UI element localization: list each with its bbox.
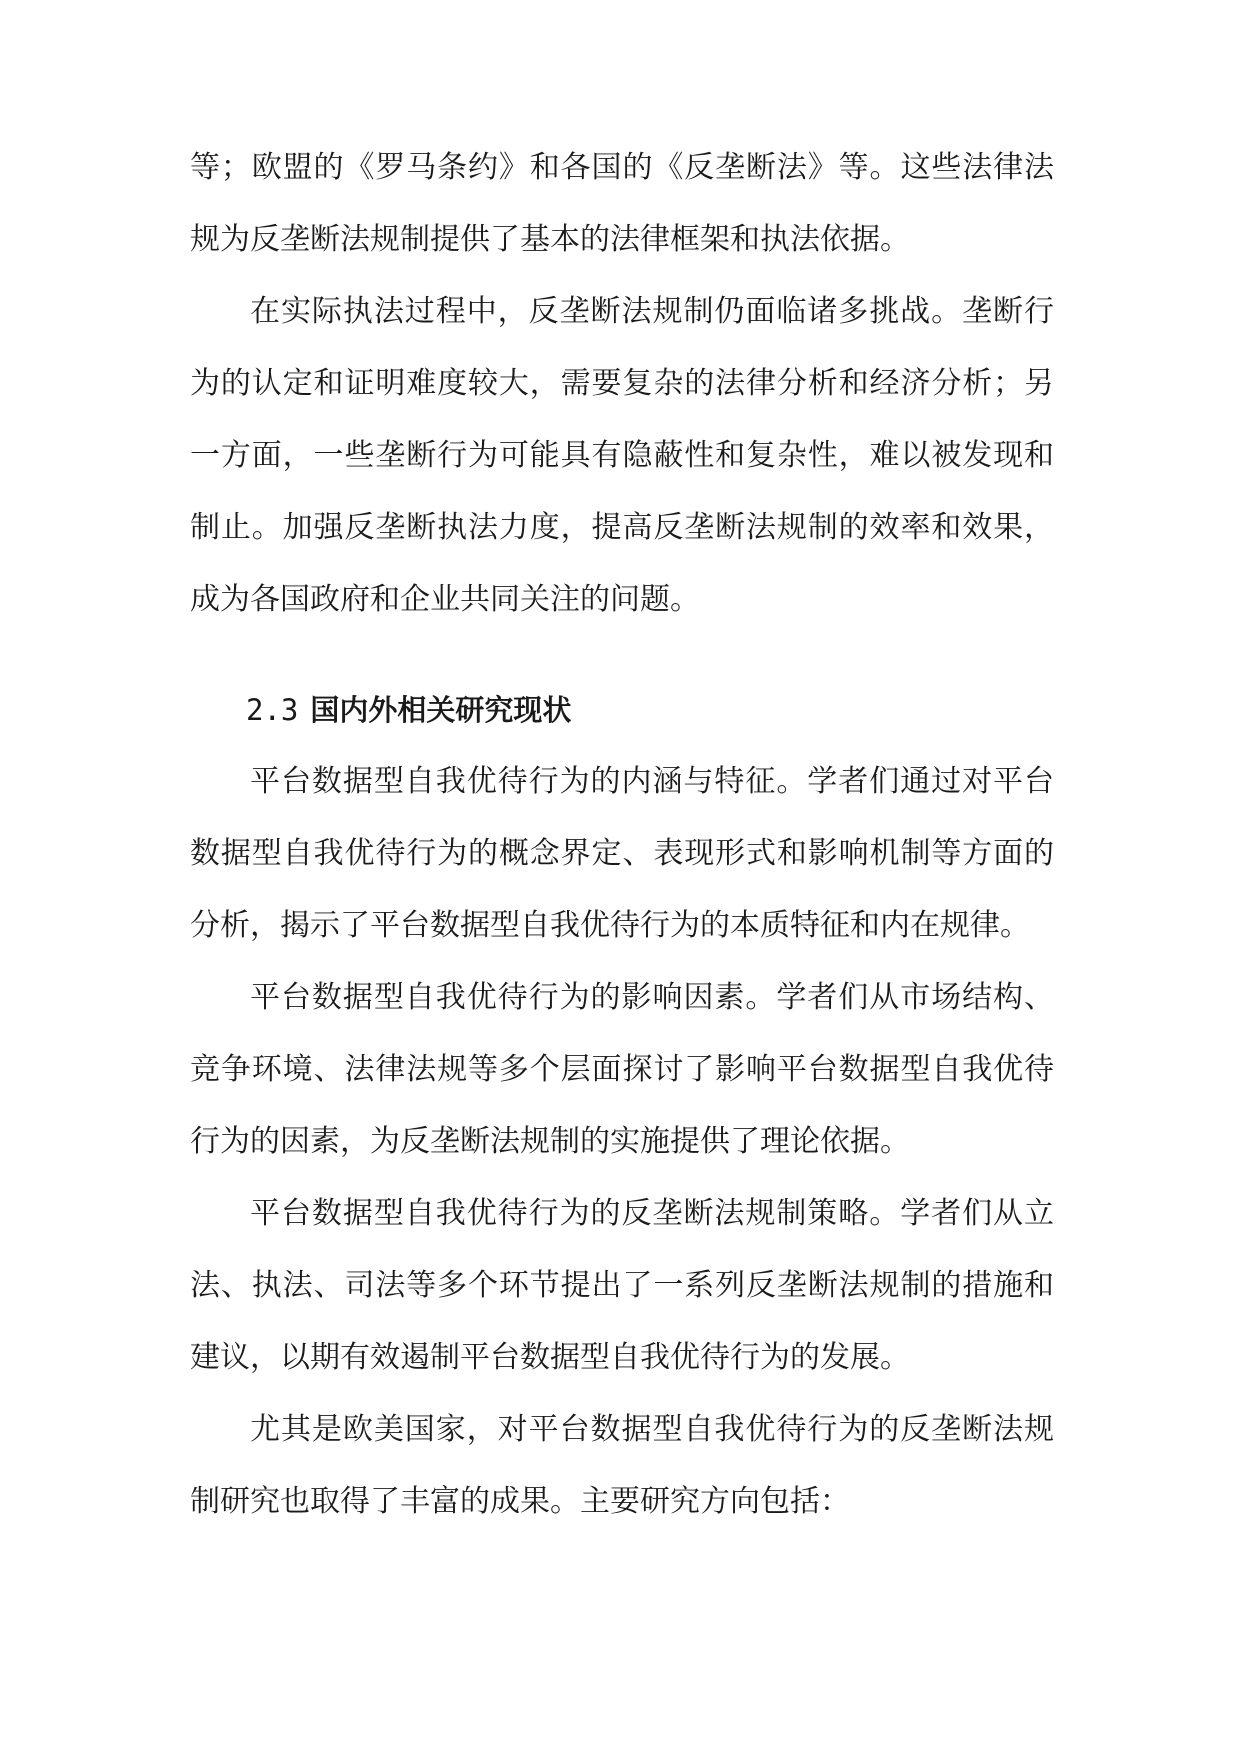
section-heading [190,674,1054,746]
paragraph-6: 尤其是欧美国家，对平台数据型自我优待行为的反垄断法规制研究也取得了丰富的成果。主要研究方向包括： [190,1412,1054,1519]
section-title: 国内外相关研究现状 [310,693,572,727]
paragraph-1: 等；欧盟的《罗马条约》和各国的《反垄断法》等。这些法律法规为反垄断法规制提供了基本的法律框架和执法依据。 [190,150,1054,257]
paragraph-5: 平台数据型自我优待行为的反垄断法规制策略。学者们从立法、执法、司法等多个环节提出了一系列反垄断法规制的措施和建议，以期有效遏制平台数据型自我优待行为的发展。 [190,1196,1054,1375]
document-body [190,132,1054,1538]
paragraph-4: 平台数据型自我优待行为的影响因素。学者们从市场结构、竞争环境、法律法规等多个层面探讨了影响平台数据型自我优待行为的因素，为反垄断法规制的实施提供了理论依据。 [190,980,1054,1159]
paragraph-2: 在实际执法过程中，反垄断法规制仍面临诸多挑战。垄断行为的认定和证明难度较大，需要复杂的法律分析和经济分析；另一方面，一些垄断行为可能具有隐蔽性和复杂性，难以被发现和制止。加强反垄断执法力度，提高反垄断法规制的效率和效果，成为各国政府和企业共同关注的问题。 [190,294,1054,617]
paragraph-3: 平台数据型自我优待行为的内涵与特征。学者们通过对平台数据型自我优待行为的概念界定、表现形式和影响机制等方面的分析，揭示了平台数据型自我优待行为的本质特征和内在规律。 [190,764,1054,943]
section-number: 2.3 [246,693,299,727]
